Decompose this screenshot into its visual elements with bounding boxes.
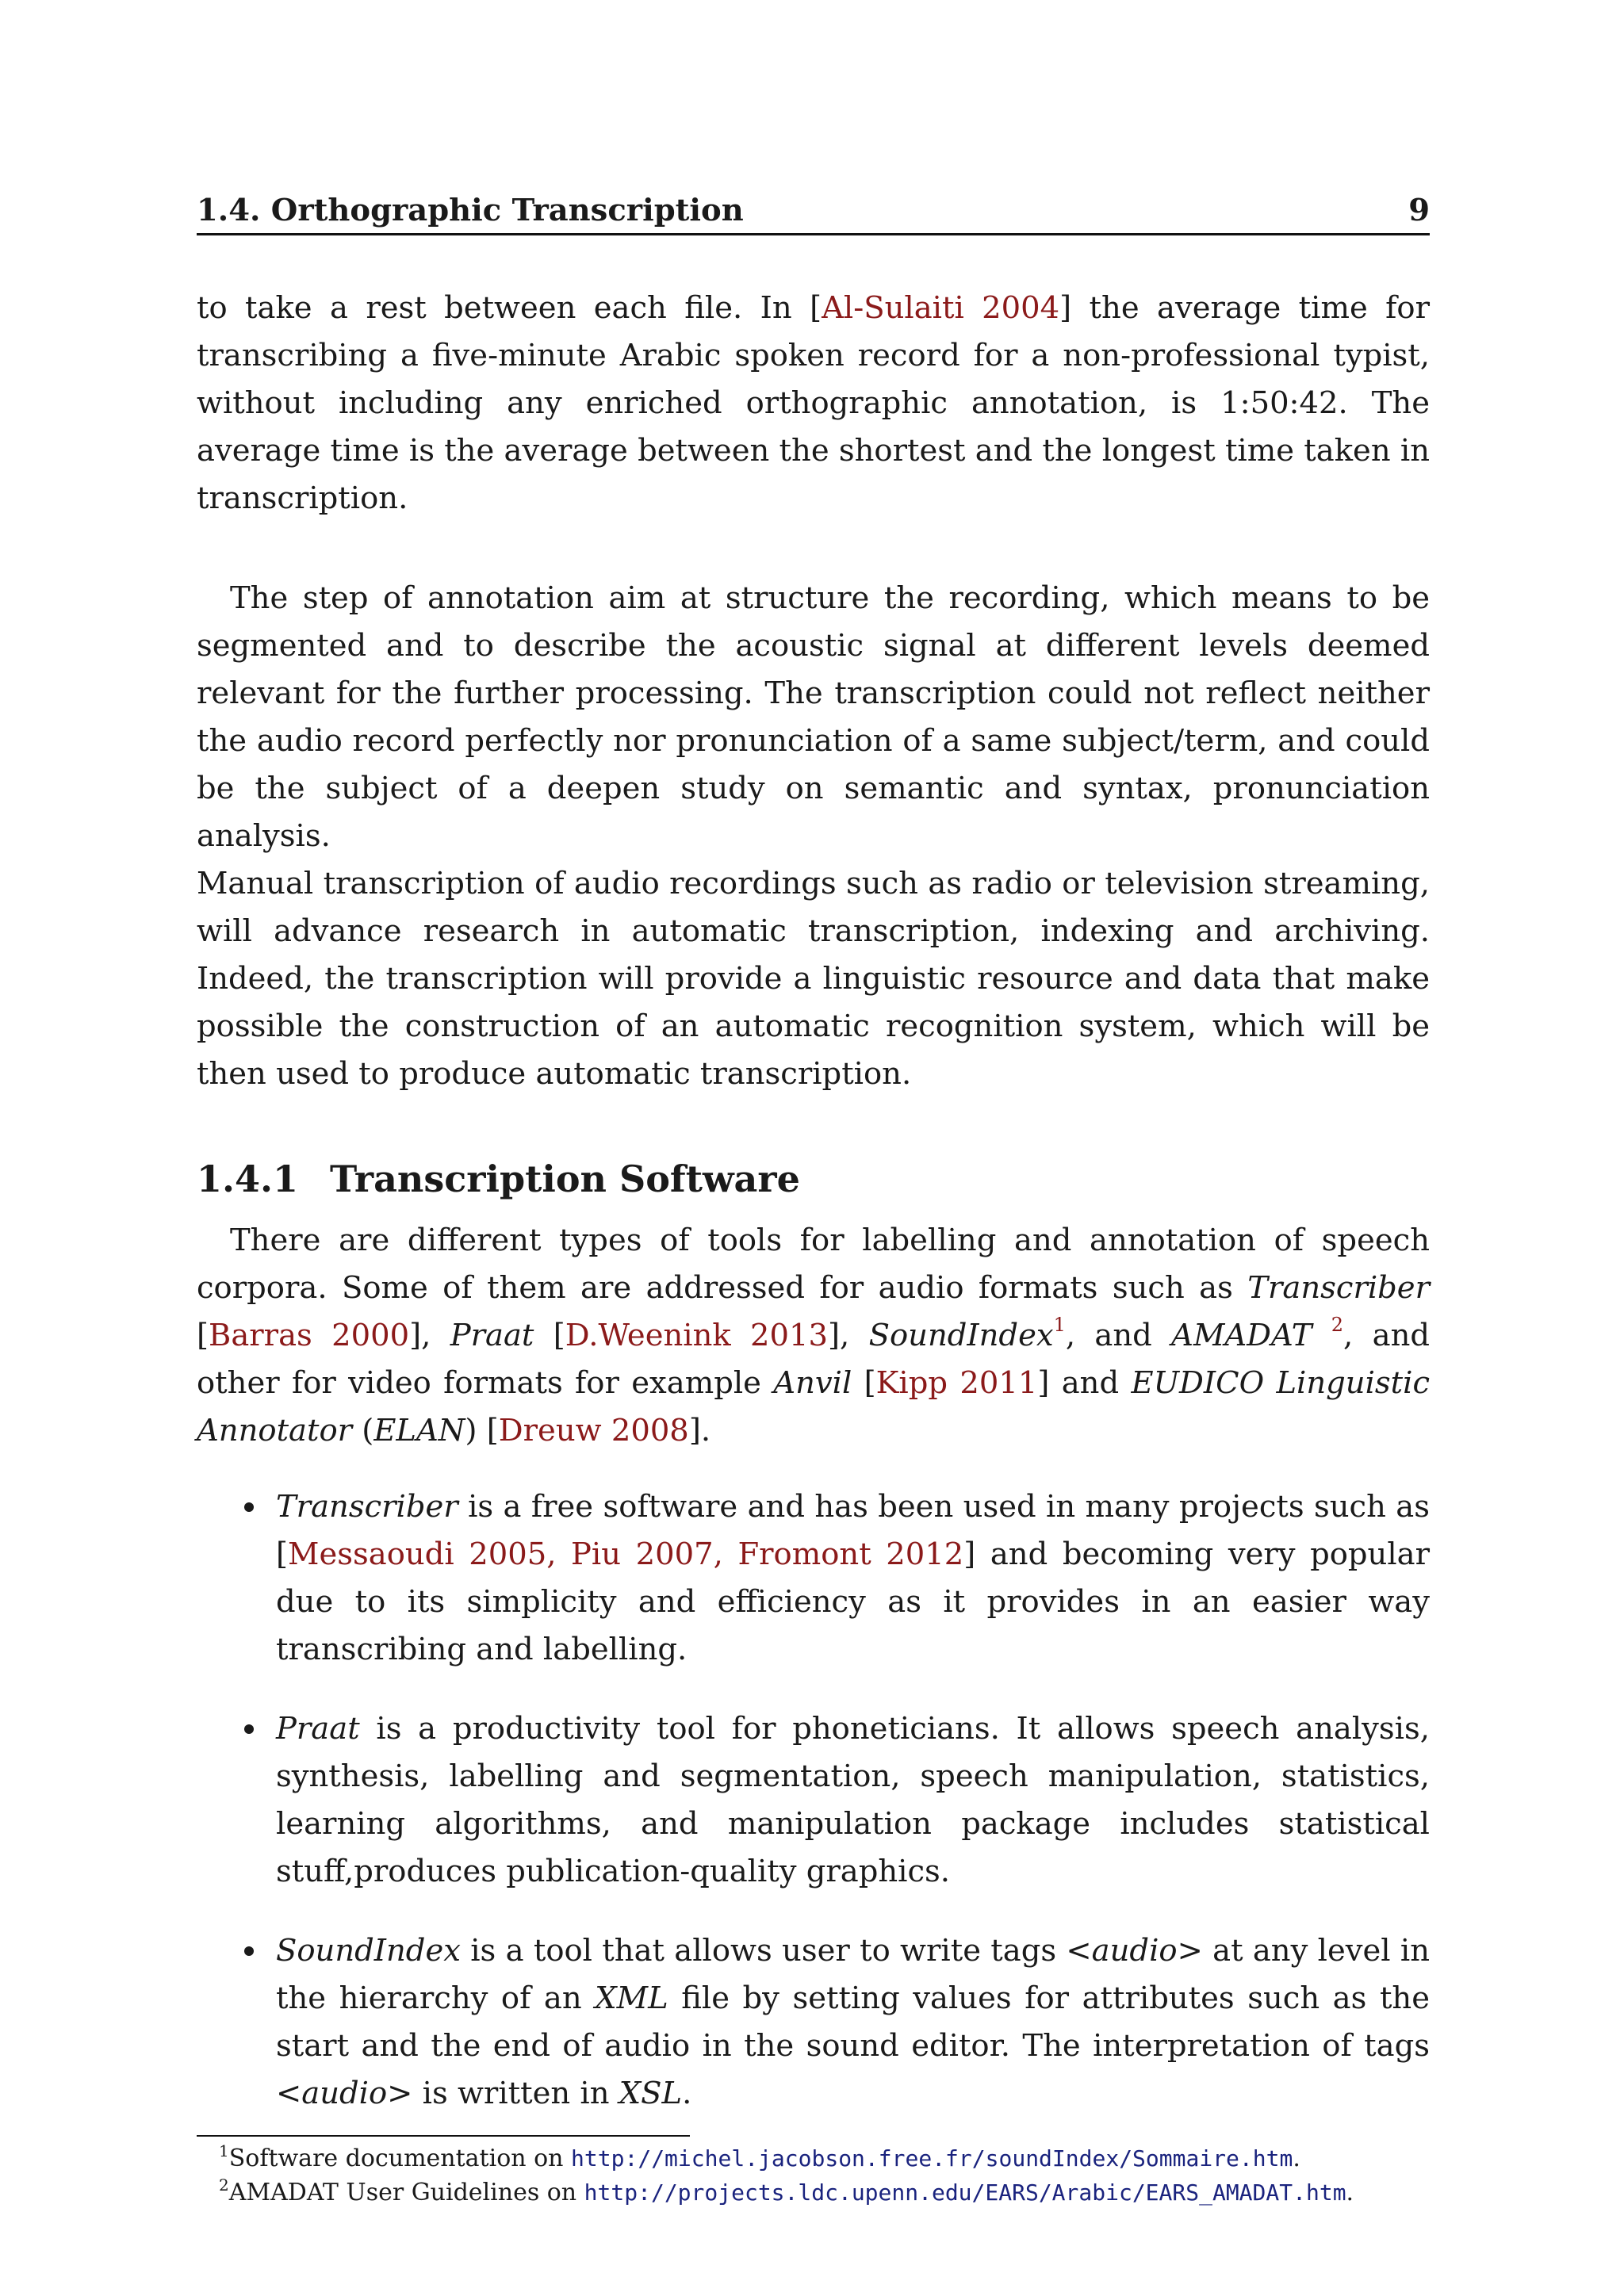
footnote-url[interactable]: http://michel.jacobson.free.fr/soundIndex/Sommaire.htm <box>571 2145 1293 2172</box>
list-item <box>197 1927 1430 2118</box>
paragraph <box>197 1217 1430 1455</box>
bullet-icon <box>244 1946 254 1956</box>
text-run: ]. <box>688 1413 711 1448</box>
footnote-mark: 1 <box>219 2141 229 2160</box>
text-run: > <box>387 2076 413 2111</box>
text-run: [ <box>534 1318 565 1353</box>
footnote-ref[interactable]: 1 <box>1053 1314 1066 1336</box>
bullet-icon <box>244 1724 254 1734</box>
text-run: , and other for video formats for example <box>197 1318 1431 1401</box>
format-name: XML <box>595 1980 668 2016</box>
text-run: ], <box>828 1318 869 1353</box>
text-run: . <box>682 2076 692 2111</box>
footnote-mark: 2 <box>219 2175 229 2195</box>
software-name: ELAN <box>373 1413 465 1448</box>
citation-link[interactable]: Al-Sulaiti 2004 <box>822 290 1060 326</box>
list-item <box>197 1705 1430 1896</box>
software-name: Transcriber <box>276 1489 458 1525</box>
text-run: is a tool that allows user to write tags <box>460 1933 1067 1969</box>
text-run: is a productivity tool for phoneticians. It allows speech analysis, synthesis, labelling and segmentation, speech manipulation, statistics, learning algorithms, and manipulation package includes statistical stuff,produces publication-quality graphics. <box>276 1711 1430 1889</box>
running-header <box>197 190 1430 235</box>
citation-link[interactable]: Kipp 2011 <box>875 1365 1038 1401</box>
footnote <box>197 2141 1430 2175</box>
page-number: 9 <box>1408 193 1430 228</box>
text-run: is written in <box>412 2076 619 2111</box>
text-run: AMADAT User Guidelines on <box>228 2179 584 2206</box>
citation-link[interactable]: Fromont 2012 <box>737 1536 964 1572</box>
text-run: Software documentation on <box>228 2145 572 2172</box>
text-run: , and <box>1065 1318 1172 1353</box>
footnotes <box>197 2141 1430 2210</box>
running-header-section: 1.4. Orthographic Transcription <box>197 193 744 228</box>
tag-name: audio <box>1091 1933 1178 1969</box>
software-name: Praat <box>276 1711 360 1747</box>
software-name: SoundIndex <box>276 1933 461 1969</box>
bullet-icon <box>244 1502 254 1512</box>
text-run: at any level in the hierarchy of an <box>276 1933 1430 2016</box>
footnote-rule <box>197 2135 690 2137</box>
text-run: < <box>1066 1933 1092 1969</box>
text-run: to take a rest between each file. In [ <box>197 290 822 326</box>
section-number: 1.4.1 <box>197 1158 299 1200</box>
citation-link[interactable]: Barras 2000 <box>209 1318 410 1353</box>
list-item <box>197 1483 1430 1674</box>
software-name: SoundIndex <box>868 1318 1054 1353</box>
text-run: , <box>546 1536 572 1572</box>
text-run: ( <box>352 1413 374 1448</box>
software-name: AMADAT <box>1171 1318 1312 1353</box>
section-heading <box>197 1155 1430 1203</box>
text-run: . <box>1293 2145 1300 2172</box>
footnote-url[interactable]: http://projects.ldc.upenn.edu/EARS/Arabic/EARS_AMADAT.htm <box>584 2179 1346 2206</box>
page <box>197 190 1430 2210</box>
text-run: [ <box>197 1318 209 1353</box>
text-run: ] the average time for transcribing a five-minute Arabic spoken record for a non-professional typist, without including any enriched orthographic annotation, is 1:50:42. The average time is the average between the shortest and the longest time taken in transcription. <box>197 290 1430 516</box>
format-name: XSL <box>619 2076 683 2111</box>
software-name: Transcriber <box>1247 1270 1430 1306</box>
text-run: There are different types of tools for labelling and annotation of speech corpora. Some of them are addressed for audio formats such as <box>197 1223 1430 1306</box>
text-run: , <box>713 1536 738 1572</box>
software-name: Praat <box>450 1318 534 1353</box>
section-title: Transcription Software <box>330 1158 800 1200</box>
text-run: file by setting values for attributes such as the start and the end of audio in the sound editor. The interpretation of tags <box>276 1980 1430 2064</box>
paragraph: The step of annotation aim at structure the recording, which means to be segmented and to describe the acoustic signal at different levels deemed relevant for the further processing. The transcription could not reflect neither the audio record perfectly nor pronunciation of a same subject/term, and could be the subject of a deepen study on semantic and syntax, pronunciation analysis. <box>197 580 1430 854</box>
software-name: EUDICO Linguistic Annotator <box>197 1365 1431 1448</box>
software-name: Anvil <box>773 1365 852 1401</box>
citation-link[interactable]: D.Weenink 2013 <box>565 1318 829 1353</box>
text-run: [ <box>852 1365 876 1401</box>
text-run: . <box>1346 2179 1354 2206</box>
text-run: ) [ <box>465 1413 499 1448</box>
body-text <box>197 285 1430 2210</box>
footnote <box>197 2175 1430 2210</box>
footnote-ref[interactable]: 2 <box>1331 1314 1344 1336</box>
paragraph <box>197 285 1430 522</box>
text-run: > <box>1177 1933 1203 1969</box>
citation-link[interactable]: Piu 2007 <box>571 1536 714 1572</box>
text-run: ] and becoming very popular due to its simplicity and efficiency as it provides in an easier way transcribing and labelling. <box>276 1536 1431 1667</box>
software-list <box>197 1483 1430 2118</box>
paragraph: Manual transcription of audio recordings such as radio or television streaming, will advance research in automatic transcription, indexing and archiving. Indeed, the transcription will provide a linguistic resource and data that make possible the construction of an automatic recognition system, which will be then used to produce automatic transcription. <box>197 866 1430 1092</box>
text-run: is a free software and has been used in many projects such as [ <box>276 1489 1430 1572</box>
text-run: ] and <box>1037 1365 1132 1401</box>
citation-link[interactable]: Dreuw 2008 <box>498 1413 689 1448</box>
text-run: < <box>276 2076 302 2111</box>
text-run: ], <box>409 1318 450 1353</box>
citation-link[interactable]: Messaoudi 2005 <box>288 1536 547 1572</box>
tag-name: audio <box>301 2076 388 2111</box>
